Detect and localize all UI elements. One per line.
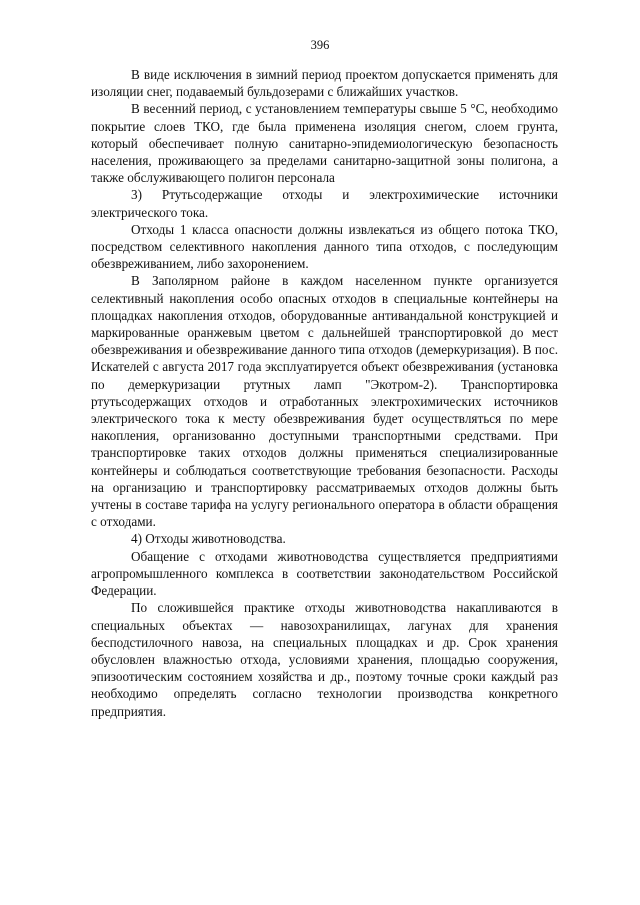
- paragraph-mercury-waste-heading: 3) Ртутьсодержащие отходы и электрохимические источники электрического тока.: [91, 187, 558, 220]
- page-number: 396: [310, 38, 330, 52]
- paragraph-class1-waste: Отходы 1 класса опасности должны извлекаться из общего потока ТКО, посредством селективного накопления данного типа отходов, с последующим обезвреживанием, либо захоронением.: [91, 221, 558, 272]
- paragraph-livestock-handling: Обащение с отходами животноводства существляется предприятиями агропромышленного комплекса в соответствии законодательством Российской Федерации.: [91, 548, 558, 599]
- document-body: [91, 66, 558, 720]
- paragraph-livestock-storage: По сложившейся практике отходы животноводства накапливаются в специальных объектах — навозохранилищах, лагунах для хранения бесподстилочного навоза, на специальных площадках и др. Срок хранения обусловлен влажностью отхода, условиями хранения, площадью сооружения, эпизоотическим состоянием хозяйства и др., поэтому точные сроки каждый раз необходимо определять согласно технологии производства конкретного предприятия.: [91, 600, 558, 719]
- paragraph-livestock-waste-heading: 4) Отходы животноводства.: [131, 531, 286, 547]
- paragraph-zapolyarny-collection: В Заполярном районе в каждом населенном пункте организуется селективный накопления особо опасных отходов в специальные контейнеры на площадках накопления отходов, оборудованные антивандальной конструкцией и маркированные оранжевым цветом с дальнейшей транспортировкой до мест обезвреживания и обезвреживание данного типа отходов (демеркуризация). В пос. Искателей с августа 2017 года эксплуатируется объект обезвреживания (установка по демеркуризации ртутных ламп "Экотром-2). Транспортировка ртутьсодержащих отходов и отработанных электрохимических источников электрического тока к месту обезвреживания будет осуществляться по мере накопления, организованно доступными транспортными средствами. При транспортировке таких отходов должны применяться специализированные контейнеры и соблюдаться соответствующие требования безопасности. Расходы на организацию и транспортировку рассматриваемых отходов должны быть учтены в составе тарифа на услугу регионального оператора в области обращения с отходами.: [91, 273, 558, 530]
- paragraph-spring-soil-cover: В весенний период, с установлением температуры свыше 5 °С, необходимо покрытие слоев ТКО, где была применена изоляция снегом, слоем грунта, который обеспечивает полную санитарно-эпидемиологическую безопасность населения, проживающего за пределами санитарно-защитной зоны полигона, а также обслуживающего полигон персонала: [91, 101, 558, 186]
- paragraph-winter-snow-isolation: В виде исключения в зимний период проектом допускается применять для изоляции снег, подаваемый бульдозерами с ближайших участков.: [91, 67, 558, 100]
